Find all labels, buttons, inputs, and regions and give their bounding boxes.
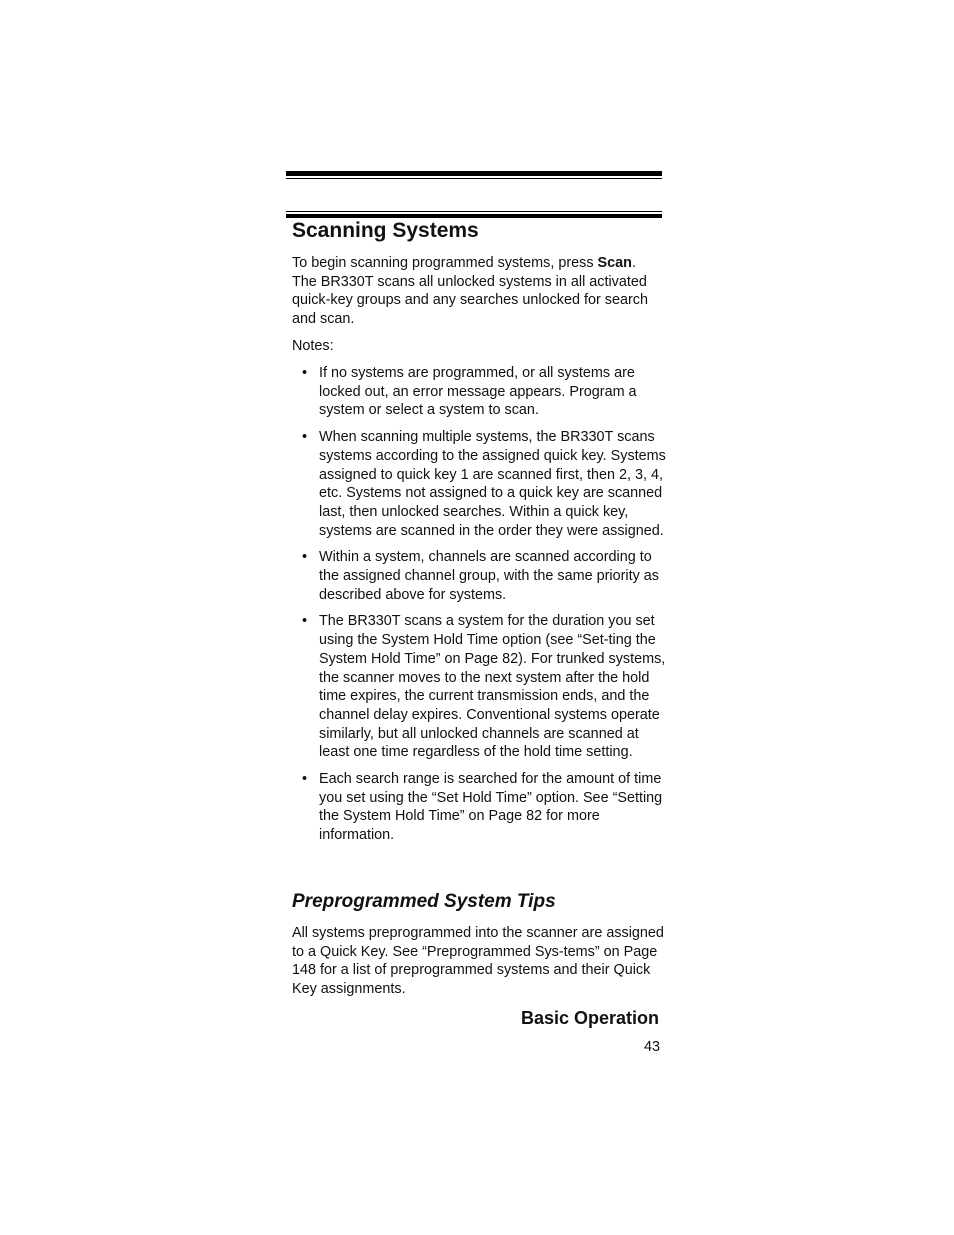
intro-text: To begin scanning programmed systems, press xyxy=(292,255,598,271)
list-item xyxy=(292,428,666,540)
bullet-icon: • xyxy=(302,365,308,381)
notes-list xyxy=(292,364,666,853)
bullet-icon: • xyxy=(302,771,308,788)
note-text: The BR330T scans a system for the duration you set using the System Hold Time option (see “Set-ting the System Hold Time” on Page 82). For trunked systems, the scanner moves to the next system after the hold time expires, the current transmission ends, and the channel delay expires. Conventional systems operate similarly, but all unlocked channels are scanned at least one time regardless of the hold time setting. xyxy=(319,613,666,761)
bullet-icon: • xyxy=(302,429,308,446)
note-text: When scanning multiple systems, the BR330T scans systems according to the assigned quick key. Systems assigned to quick key 1 are scanned first, then 2, 3, 4, etc. Systems not assigned to a quick key are scanned last, then unlocked searches. Within a quick key, systems are scanned in the order they were assigned. xyxy=(319,429,666,539)
notes-label: Notes: xyxy=(292,338,334,354)
note-text: Within a system, channels are scanned according to the assigned channel group, with the same priority as described above for systems. xyxy=(319,549,659,603)
intro-paragraph xyxy=(292,254,664,329)
note-text: Each search range is searched for the amount of time you set using the “Set Hold Time” option. See “Setting the System Hold Time” on Page 82 for more information. xyxy=(319,771,663,844)
note-text: If no systems are programmed, or all systems are locked out, an error message appears. Program a system or select a system to scan. xyxy=(319,365,637,419)
section-rule-thick xyxy=(286,214,662,218)
section-footer: Basic Operation xyxy=(520,1008,659,1028)
top-rule-thick xyxy=(286,171,662,176)
subheading: Preprogrammed System Tips xyxy=(292,891,556,912)
list-item xyxy=(292,770,666,845)
tips-text: All systems preprogrammed into the scanner are assigned to a Quick Key. See “Preprogrammed Sys-tems” on Page 148 for a list of preprogrammed systems and their Quick Key assignments. xyxy=(292,925,664,998)
tips-paragraph xyxy=(292,924,664,999)
intro-text-cont: . The BR330T scans all unlocked systems in all activated quick-key groups and any searches unlocked for search and scan. xyxy=(292,255,648,328)
section-rule-thin xyxy=(286,211,662,212)
bullet-icon: • xyxy=(302,549,308,566)
list-item xyxy=(292,612,666,762)
top-rule-thin xyxy=(286,178,662,179)
list-item xyxy=(292,364,666,420)
scan-key-label: Scan xyxy=(597,255,632,271)
page-number: 43 xyxy=(643,1039,660,1055)
list-item xyxy=(292,548,666,604)
page-title: Scanning Systems xyxy=(292,219,479,242)
bullet-icon: • xyxy=(302,613,308,630)
